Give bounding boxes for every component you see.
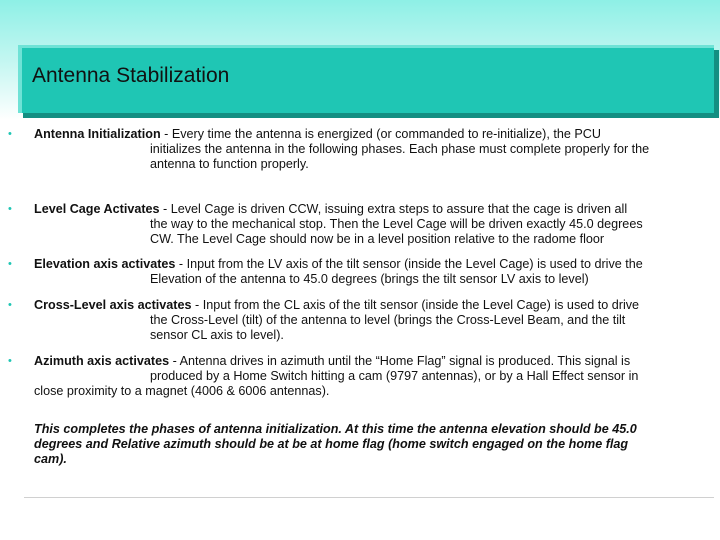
bullet-line: initializes the antenna in the following phases. Each phase must complete properly for the [150,142,650,156]
bullet-dot-icon: • [8,203,12,215]
footer-divider [24,497,714,498]
bullet-text: - Every time the antenna is energized (or commanded to re-initialize), the PCU [160,127,601,141]
bullet-heading: Cross-Level axis activates [34,298,192,312]
bullet-line: antenna to function properly. [150,157,309,171]
bullet-line: the way to the mechanical stop. Then the Level Cage will be driven exactly 45.0 degrees [150,217,643,231]
bullet-heading: Antenna Initialization [34,127,161,141]
bullet-text: - Input from the CL axis of the tilt sensor (inside the Level Cage) is used to drive [191,298,640,312]
bullet-line [34,354,630,368]
bullet-line [34,202,627,216]
bullet-line: the Cross-Level (tilt) of the antenna to level (brings the Cross-Level Beam, and the tilt [150,313,626,327]
bullet-line: CW. The Level Cage should now be in a level position relative to the radome floor [150,232,605,246]
bullet-heading: Level Cage Activates [34,202,160,216]
slide-title: Antenna Stabilization [32,64,230,87]
bullet-line: close proximity to a magnet (4006 & 6006 antennas). [34,384,330,398]
bullet-text: - Antenna drives in azimuth until the “Home Flag” signal is produced. This signal is [169,354,631,368]
bullet-line: Elevation of the antenna to 45.0 degrees (brings the tilt sensor LV axis to level) [150,272,589,286]
bullet-text: - Input from the LV axis of the tilt sensor (inside the Level Cage) is used to drive the [175,257,643,271]
bullet-heading: Elevation axis activates [34,257,176,271]
bullet-dot-icon: • [8,299,12,311]
bullet-dot-icon: • [8,258,12,270]
conclusion-line: degrees and Relative azimuth should be at be at home flag (home switch engaged on the home flag [34,437,629,451]
bullet-dot-icon: • [8,128,12,140]
bullet-line [34,298,639,312]
bullet-text: - Level Cage is driven CCW, issuing extra steps to assure that the cage is driven all [159,202,628,216]
conclusion-line: cam). [34,452,67,466]
bullet-line [34,257,643,271]
bullet-line [34,127,601,141]
bullet-line: sensor CL axis to level). [150,328,284,342]
conclusion-line: This completes the phases of antenna initialization. At this time the antenna elevation should be 45.0 [34,422,637,436]
bullet-dot-icon: • [8,355,12,367]
bullet-heading: Azimuth axis activates [34,354,170,368]
bullet-line: produced by a Home Switch hitting a cam (9797 antennas), or by a Hall Effect sensor in [150,369,639,383]
